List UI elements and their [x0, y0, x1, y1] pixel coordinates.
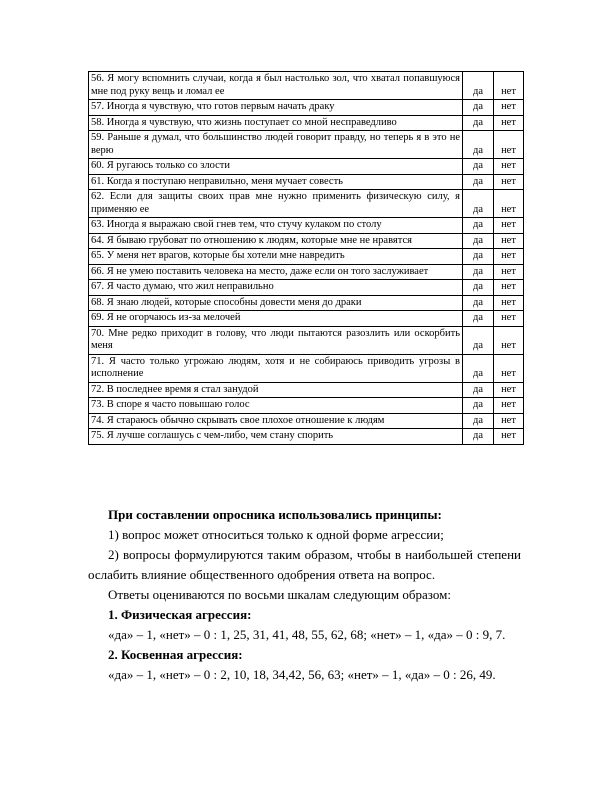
- questionnaire-table: [88, 71, 524, 445]
- answer-no-cell: нет: [494, 233, 524, 249]
- question-cell: 56. Я могу вспомнить случаи, когда я был настолько зол, что хватал попавшуюся мне под руку вещь и ломал ее: [89, 72, 463, 100]
- answer-no-cell: нет: [494, 326, 524, 354]
- question-cell: 68. Я знаю людей, которые способны довести меня до драки: [89, 295, 463, 311]
- question-cell: 75. Я лучше соглашусь с чем-либо, чем стану спорить: [89, 429, 463, 445]
- scale-1-title: 1. Физическая агрессия:: [108, 607, 252, 622]
- question-cell: 61. Когда я поступаю неправильно, меня мучает совесть: [89, 174, 463, 190]
- table-row: [89, 398, 524, 414]
- scale-2-title: 2. Косвенная агрессия:: [108, 647, 243, 662]
- answer-no-cell: нет: [494, 382, 524, 398]
- answer-yes-cell: да: [463, 100, 494, 116]
- table-row: [89, 326, 524, 354]
- answer-yes-cell: да: [463, 413, 494, 429]
- answer-no-cell: нет: [494, 311, 524, 327]
- answer-yes-cell: да: [463, 295, 494, 311]
- body-text: [88, 505, 521, 685]
- question-cell: 62. Если для защиты своих прав мне нужно применить физическую силу, я применяю ее: [89, 190, 463, 218]
- answer-yes-cell: да: [463, 429, 494, 445]
- table-row: [89, 429, 524, 445]
- question-cell: 59. Раньше я думал, что большинство людей говорит правду, но теперь я в это не верю: [89, 131, 463, 159]
- table-row: [89, 233, 524, 249]
- question-cell: 74. Я стараюсь обычно скрывать свое плохое отношение к людям: [89, 413, 463, 429]
- table-row: [89, 413, 524, 429]
- question-cell: 64. Я бываю грубоват по отношению к людям, которые мне не нравятся: [89, 233, 463, 249]
- answer-yes-cell: да: [463, 233, 494, 249]
- question-cell: 71. Я часто только угрожаю людям, хотя и не собираюсь приводить угрозы в исполнение: [89, 354, 463, 382]
- table-row: [89, 249, 524, 265]
- table-row: [89, 311, 524, 327]
- principle-1: 1) вопрос может относиться только к одной форме агрессии;: [108, 527, 444, 542]
- answer-yes-cell: да: [463, 398, 494, 414]
- table-row: [89, 218, 524, 234]
- answer-yes-cell: да: [463, 159, 494, 175]
- table-row: [89, 115, 524, 131]
- answer-no-cell: нет: [494, 100, 524, 116]
- answer-no-cell: нет: [494, 218, 524, 234]
- answer-no-cell: нет: [494, 429, 524, 445]
- answer-no-cell: нет: [494, 174, 524, 190]
- answer-yes-cell: да: [463, 115, 494, 131]
- table-row: [89, 159, 524, 175]
- answer-yes-cell: да: [463, 354, 494, 382]
- question-cell: 60. Я ругаюсь только со злости: [89, 159, 463, 175]
- answer-no-cell: нет: [494, 249, 524, 265]
- table-row: [89, 131, 524, 159]
- principles-heading: При составлении опросника использовались принципы:: [108, 507, 442, 522]
- answer-yes-cell: да: [463, 131, 494, 159]
- answer-no-cell: нет: [494, 159, 524, 175]
- answer-yes-cell: да: [463, 280, 494, 296]
- table-row: [89, 382, 524, 398]
- answer-yes-cell: да: [463, 326, 494, 354]
- principle-2: 2) вопросы формулируются таким образом, чтобы в наибольшей степени ослабить влияние общественного одобрения ответа на вопрос.: [88, 547, 521, 582]
- answer-no-cell: нет: [494, 295, 524, 311]
- question-cell: 73. В споре я часто повышаю голос: [89, 398, 463, 414]
- answer-no-cell: нет: [494, 115, 524, 131]
- table-row: [89, 174, 524, 190]
- answer-yes-cell: да: [463, 249, 494, 265]
- table-row: [89, 100, 524, 116]
- answer-no-cell: нет: [494, 131, 524, 159]
- answer-yes-cell: да: [463, 174, 494, 190]
- question-cell: 65. У меня нет врагов, которые бы хотели мне навредить: [89, 249, 463, 265]
- scale-1-key: «да» – 1, «нет» – 0 : 1, 25, 31, 41, 48, 55, 62, 68; «нет» – 1, «да» – 0 : 9, 7.: [108, 627, 506, 642]
- scale-2-key: «да» – 1, «нет» – 0 : 2, 10, 18, 34,42, 56, 63; «нет» – 1, «да» – 0 : 26, 49.: [108, 667, 496, 682]
- answer-no-cell: нет: [494, 264, 524, 280]
- question-cell: 57. Иногда я чувствую, что готов первым начать драку: [89, 100, 463, 116]
- answer-no-cell: нет: [494, 354, 524, 382]
- answer-no-cell: нет: [494, 72, 524, 100]
- question-cell: 58. Иногда я чувствую, что жизнь поступает со мной несправедливо: [89, 115, 463, 131]
- table-row: [89, 190, 524, 218]
- question-cell: 69. Я не огорчаюсь из-за мелочей: [89, 311, 463, 327]
- answer-yes-cell: да: [463, 311, 494, 327]
- answer-yes-cell: да: [463, 382, 494, 398]
- scales-intro: Ответы оцениваются по восьми шкалам следующим образом:: [108, 587, 451, 602]
- answer-yes-cell: да: [463, 218, 494, 234]
- answer-yes-cell: да: [463, 264, 494, 280]
- answer-no-cell: нет: [494, 398, 524, 414]
- table-row: [89, 354, 524, 382]
- question-cell: 67. Я часто думаю, что жил неправильно: [89, 280, 463, 296]
- answer-no-cell: нет: [494, 280, 524, 296]
- question-cell: 72. В последнее время я стал занудой: [89, 382, 463, 398]
- question-cell: 63. Иногда я выражаю свой гнев тем, что стучу кулаком по столу: [89, 218, 463, 234]
- table-row: [89, 295, 524, 311]
- table-row: [89, 280, 524, 296]
- answer-no-cell: нет: [494, 190, 524, 218]
- answer-no-cell: нет: [494, 413, 524, 429]
- answer-yes-cell: да: [463, 190, 494, 218]
- table-row: [89, 72, 524, 100]
- question-cell: 66. Я не умею поставить человека на место, даже если он того заслуживает: [89, 264, 463, 280]
- question-cell: 70. Мне редко приходит в голову, что люди пытаются разозлить или оскорбить меня: [89, 326, 463, 354]
- table-row: [89, 264, 524, 280]
- answer-yes-cell: да: [463, 72, 494, 100]
